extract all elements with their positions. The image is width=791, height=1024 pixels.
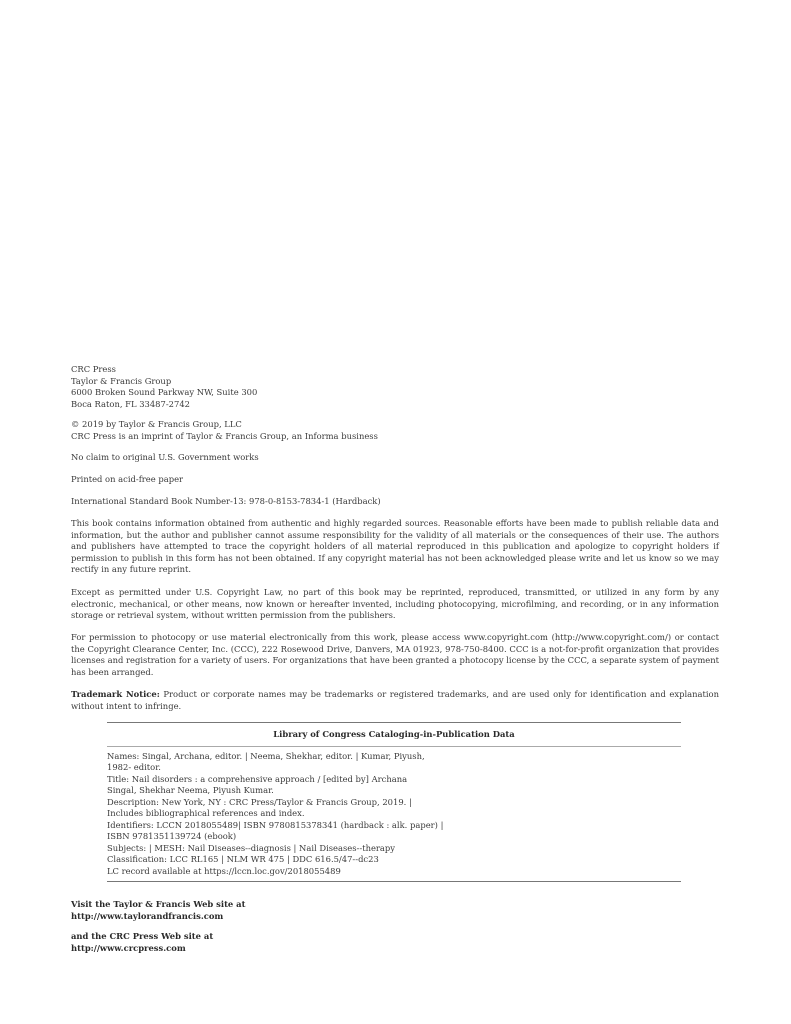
copyright-notice (71, 419, 719, 442)
cip-data-block (107, 722, 681, 882)
cip-line: Includes bibliographical references and index. (107, 808, 305, 818)
copyright-law-paragraph: Except as permitted under U.S. Copyright Law, no part of this book may be reprinted, reproduced, transmitted, or utilized in any form by any electronic, mechanical, or other means, now known or hereafter invented, including photocopying, microfilming, and recording, or in any information storage or retrieval system, without written permission from the publishers. (71, 587, 719, 620)
trademark-label: Trademark Notice: (71, 689, 160, 699)
cip-line: Title: Nail disorders : a comprehensive approach / [edited by] Archana (107, 773, 408, 784)
publisher-address (71, 364, 719, 410)
cip-title: Library of Congress Cataloging-in-Publication Data (273, 729, 515, 739)
acid-free-notice: Printed on acid-free paper (71, 474, 184, 484)
publisher-line: CRC Press (71, 364, 116, 374)
cip-line: LC record available at https://lccn.loc.gov/2018055489 (107, 865, 341, 876)
trademark-text: Product or corporate names may be trademarks or registered trademarks, and are used only for identification and explanation without intent to infringe. (71, 689, 719, 711)
crc-press-site (71, 931, 213, 954)
cip-line: Singal, Shekhar Neema, Piyush Kumar. (107, 785, 274, 795)
disclaimer-paragraph: This book contains information obtained from authentic and highly regarded sources. Reasonable efforts have been made to publish reliable data and information, but the author and publisher cannot assume responsibility for the validity of all materials or the consequences of their use. The authors and publishers have attempted to trace the copyright holders of all material reproduced in this publication and apologize to copyright holders if permission to publish in this form has not been obtained. If any copyright material has not been acknowledged please write and let us know so we may rectify in any future reprint. (71, 518, 719, 574)
crc-site-url[interactable]: http://www.crcpress.com (71, 942, 186, 953)
tf-site-intro: Visit the Taylor & Francis Web site at (71, 899, 246, 909)
cip-line: 1982- editor. (107, 762, 161, 772)
taylor-francis-site (71, 899, 245, 922)
cip-bottom-rule (107, 881, 681, 882)
trademark-paragraph (71, 689, 719, 712)
crc-site-intro: and the CRC Press Web site at (71, 931, 214, 941)
tf-site-url[interactable]: http://www.taylorandfrancis.com (71, 910, 224, 921)
permission-paragraph: For permission to photocopy or use material electronically from this work, please access www.copyright.com (http://www.copyright.com/) or contact the Copyright Clearance Center, Inc. (CCC), 222 Rosewood Drive, Danvers, MA 01923, 978-750-8400. CCC is a not-for-profit organization that provides licenses and registration for a variety of users. For organizations that have been granted a photocopy license by the CCC, a separate system of payment has been arranged. (71, 632, 719, 677)
isbn-line: International Standard Book Number-13: 978-0-8153-7834-1 (Hardback) (71, 496, 381, 506)
cip-line: Subjects: | MESH: Nail Diseases--diagnosis | Nail Diseases--therapy (107, 842, 396, 853)
no-claim-notice: No claim to original U.S. Government works (71, 452, 259, 462)
publisher-line: Boca Raton, FL 33487-2742 (71, 398, 190, 409)
cip-line: Description: New York, NY : CRC Press/Taylor & Francis Group, 2019. | (107, 796, 412, 807)
copyright-line: © 2019 by Taylor & Francis Group, LLC (71, 419, 242, 429)
cip-line: Identifiers: LCCN 2018055489| ISBN 9780815378341 (hardback : alk. paper) | (107, 819, 444, 830)
cip-line: ISBN 9781351139724 (ebook) (107, 831, 237, 841)
publisher-line: Taylor & Francis Group (71, 375, 172, 386)
cip-body (107, 747, 681, 882)
cip-line: Names: Singal, Archana, editor. | Neema, Shekhar, editor. | Kumar, Piyush, (107, 750, 425, 761)
cip-line: Classification: LCC RL165 | NLM WR 475 | DDC 616.5/47--dc23 (107, 854, 379, 864)
copyright-line: CRC Press is an imprint of Taylor & Francis Group, an Informa business (71, 430, 378, 441)
publisher-line: 6000 Broken Sound Parkway NW, Suite 300 (71, 387, 258, 397)
